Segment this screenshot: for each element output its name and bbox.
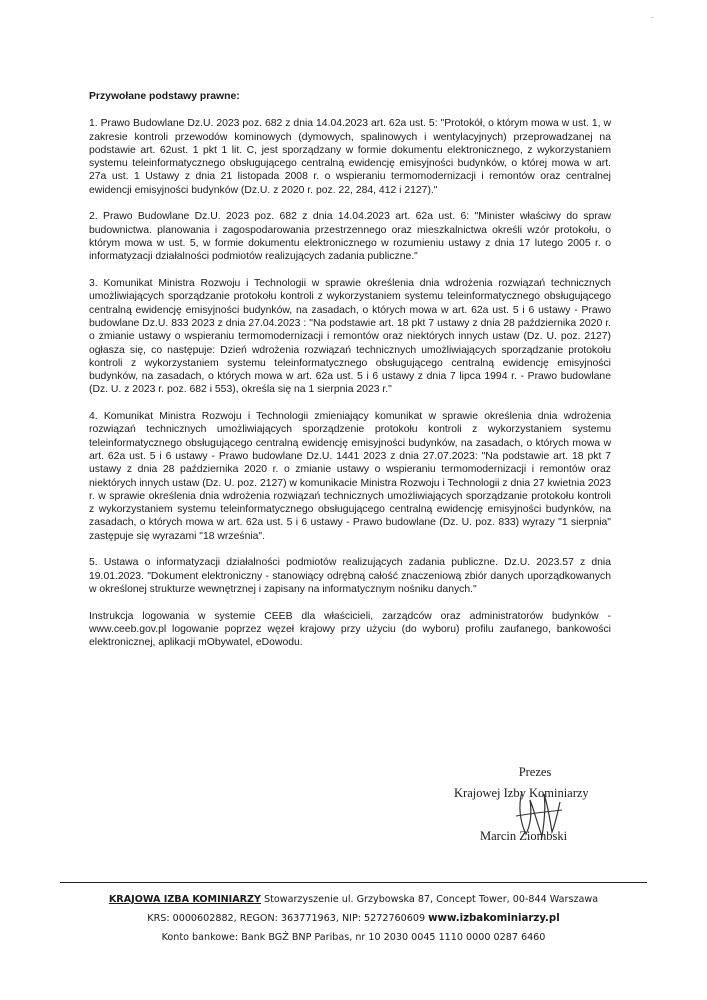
legal-basis-paragraph-2: 2. Prawo Budowlane Dz.U. 2023 poz. 682 z dnia 14.04.2023 art. 62a ust. 6: "Minister właściwy do spraw budownictwa. planowania i zagospodarowania przestrzennego oraz mieszkalnictwa określi wzór protokołu, o którym mowa w ust. 5, w formie dokumentu elektronicznego w rozumieniu ustawy z dnia 17 lutego 2005 r. o informatyzacji działalności podmiotów realizujących zadania publiczne." — [89, 211, 611, 263]
legal-basis-paragraph-3: 3. Komunikat Ministra Rozwoju i Technologii w sprawie określenia dnia wdrożenia rozwiązań technicznych umożliwiających sporządzanie protokołu kontroli z wykorzystaniem systemu teleinformatycznego obsługującego centralną ewidencję emisyjności budynków, na zasadach, o których mowa w art. 62a ust. 5 i 6 ustawy - Prawo budowlane Dz.U. 833 2023 z dnia 27.04.2023 : "Na podstawie art. 18 pkt 7 ustawy z dnia 28 października 2020 r. o zmianie ustawy o wspieraniu termomodernizacji i remontów oraz niektórych innych ustaw (Dz. U. poz. 2127) ogłasza się, co następuje: Dzień wdrożenia rozwiązań technicznych umożliwiających sporządzanie protokołu kontroli z wykorzystaniem systemu teleinformatycznego obsługującego centralną ewidencję emisyjności budynków, na zasadach, o których mowa w art. 62a ust. 5 i 6 ustawy z dnia 7 lipca 1994 r. - Prawo budowlane (Dz. U. z 2023 r. poz. 682 i 553), określa się na 1 sierpnia 2023 r." — [89, 278, 611, 396]
section-heading: Przywołane podstawy prawne: — [89, 91, 240, 102]
login-instructions-paragraph: Instrukcja logowania w systemie CEEB dla właścicieli, zarządców oraz administratorów budynków - www.ceeb.gov.pl logowanie poprzez węzeł krajowy przy użyciu (do wyboru) profilu zaufanego, bankowości elektronicznej, aplikacji mObywatel, eDowodu. — [89, 610, 611, 649]
footer-bank-account: Konto bankowe: Bank BGŻ BNP Paribas, nr 10 2030 0045 1110 0000 0287 6460 — [161, 932, 546, 943]
footer-line-registry — [60, 909, 647, 928]
legal-basis-paragraph-4: 4. Komunikat Ministra Rozwoju i Technologii zmieniający komunikat w sprawie określenia dnia wdrożenia rozwiązań technicznych umożliwiających sporządzenie protokołu kontroli z wykorzystaniem systemu teleinformatycznego obsługującego centralną ewidencję emisyjności budynków, na zasadach, o których mowa w art. 62a ust. 5 i 6 ustawy - Prawo budowlane Dz.U. 1441 2023 z dnia 27.07.2023: "Na podstawie art. 18 pkt 7 ustawy z dnia 28 października 2020 r. o zmianie ustawy o wspieraniu termomodernizacji i remontów oraz niektórych innych ustaw (Dz. U. poz. 2127) w komunikacie Ministra Rozwoju i Technologii z dnia 27 kwietnia 2023 r. w sprawie określenia dnia wdrożenia rozwiązań technicznych umożliwiających sporządzanie protokołu kontroli z wykorzystaniem systemu teleinformatycznego obsługującego centralną ewidencję emisyjności budynków, na zasadach, o których mowa w art. 62a ust. 5 i 6 ustawy - Prawo budowlane (Dz. U. poz. 833) wyrazy "1 sierpnia" zastępuje się wyrazami "18 września". — [89, 411, 611, 542]
legal-basis-paragraph-5: 5. Ustawa o informatyzacji działalności podmiotów realizujących zadania publiczne. Dz.U. 2023.57 z dnia 19.01.2023. "Dokument elektroniczny - stanowiący odrębną całość znaczeniową zbiór danych uporządkowanych w określonej strukturze wewnętrznej i zapisany na informatycznym nośniku danych." — [89, 557, 611, 596]
footer-website-link[interactable]: www.izbakominiarzy.pl — [428, 913, 560, 924]
signatory-organization: Krajowej Izby Kominiarzy — [454, 786, 589, 800]
legal-basis-paragraph-1: 1. Prawo Budowlane Dz.U. 2023 poz. 682 z dnia 14.04.2023 art. 62a ust. 5: "Protokół, o którym mowa w ust. 1, w zakresie kontroli przewodów kominowych (dymowych, spalinowych i wentylacyjnych) przeprowadzanej na podstawie art. 62ust. 1 pkt 1 lit. C, jest sporządzany w formie dokumentu elektronicznego, z wykorzystaniem systemu teleinformatycznego obsługującego centralną ewidencję emisyjności budynków, o której mowa w art. 27a ust. 1 Ustawy z dnia 21 listopada 2008 r. o wspieraniu termomodernizacji i remontów oraz centralnej ewidencji emisyjności budynków (Dz.U. z 2020 r. poz. 22, 284, 412 i 2127)." — [89, 118, 611, 196]
handwritten-signature — [508, 786, 568, 846]
signature-block — [430, 764, 620, 845]
footer-address: Stowarzyszenie ul. Grzybowska 87, Concept Tower, 00-844 Warszawa — [260, 894, 599, 905]
footer-org-name: KRAJOWA IZBA KOMINIARZY — [108, 894, 261, 905]
signatory-name: Marcin Ziombski — [480, 829, 568, 843]
document-body — [89, 90, 611, 663]
letterhead-footer — [60, 882, 647, 947]
footer-line-organization — [60, 890, 647, 909]
footer-registry-numbers: KRS: 0000602882, REGON: 363771963, NIP: 5272760609 — [147, 913, 429, 924]
signatory-title: Prezes — [518, 765, 552, 779]
corner-mark: - — [651, 12, 654, 22]
